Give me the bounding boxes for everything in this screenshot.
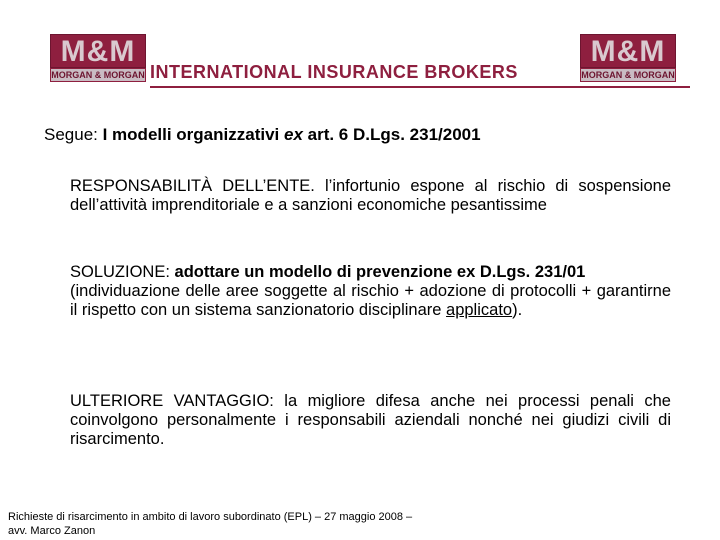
heading-prefix: Segue: xyxy=(44,125,103,144)
logo-subtitle: MORGAN & MORGAN xyxy=(581,70,675,80)
footer xyxy=(8,510,412,538)
logo-mark: M&M xyxy=(580,34,676,68)
paragraph-vantaggio: ULTERIORE VANTAGGIO: la migliore difesa anche nei processi penali che coinvolgono personalmente i responsabili aziendali nonché nei giudizi civili di risarcimento. xyxy=(70,392,671,448)
banner-divider xyxy=(150,86,690,88)
banner-title: INTERNATIONAL INSURANCE BROKERS xyxy=(150,62,518,82)
soluzione-label: SOLUZIONE: xyxy=(70,263,175,281)
heading-bold-2: art. 6 D.Lgs. 231/2001 xyxy=(302,125,481,144)
soluzione-underlined: applicato xyxy=(446,301,513,319)
heading-italic: ex xyxy=(283,125,303,144)
paragraph-soluzione xyxy=(70,263,671,320)
morgan-logo-left xyxy=(50,34,146,84)
footer-line-1: Richieste di risarcimento in ambito di lavoro subordinato (EPL) – 27 maggio 2008 – xyxy=(8,511,413,523)
paragraph-responsabilita: RESPONSABILITÀ DELL’ENTE. l’infortunio espone al rischio di sospensione dell’attività imprenditoriale e a sanzioni economiche pesantissime xyxy=(70,177,671,214)
logo-subtitle: MORGAN & MORGAN xyxy=(51,70,145,80)
morgan-logo-right xyxy=(580,34,676,84)
footer-line-2: avv. Marco Zanon xyxy=(8,525,96,537)
logo-mark: M&M xyxy=(50,34,146,68)
soluzione-end: ). xyxy=(512,301,523,319)
slide-heading xyxy=(44,125,481,145)
heading-bold-1: I modelli organizzativi xyxy=(102,125,284,144)
soluzione-bold: adottare un modello di prevenzione ex D.Lgs. 231/01 xyxy=(174,263,586,281)
soluzione-detail: (individuazione delle aree soggette al rischio + adozione di protocolli + garantirne il rispetto con un sistema sanzionatorio disciplinare xyxy=(70,282,671,319)
